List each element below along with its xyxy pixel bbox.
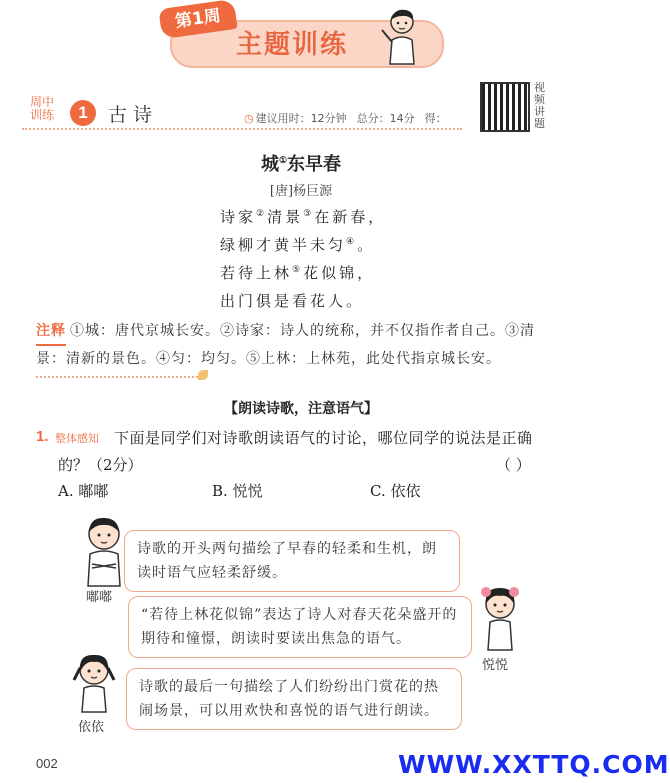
qr-label: 视频讲题 <box>534 81 545 130</box>
boy-illustration <box>378 6 424 66</box>
header-divider <box>22 128 462 130</box>
dudu-name: 嘟嘟 <box>86 590 113 605</box>
option-a[interactable]: A. 嘟嘟 <box>58 482 109 500</box>
lesson-number: 1 <box>70 100 96 126</box>
question-text-line2: 的？（2分） <box>58 456 143 474</box>
poem-line: 若待上林⑤花似锦， <box>220 264 376 282</box>
clock-icon: ◷ <box>244 112 254 125</box>
option-c[interactable]: C. 依依 <box>370 482 421 500</box>
notes <box>36 318 556 372</box>
lesson-tag-line2: 训练 <box>30 108 55 122</box>
poem-title <box>0 150 602 176</box>
yueyue-name: 悦悦 <box>482 658 509 673</box>
score-label: 得： <box>424 112 447 125</box>
notes-text: ①城：唐代京城长安。②诗家：诗人的统称，并不仅指作者自己。③清景：清新的景色。④匀：均匀。⑤上林：上林苑，此处代指京城长安。 <box>36 323 535 367</box>
lesson-tag-line1: 周中 <box>30 95 55 109</box>
leaf-icon <box>198 370 208 380</box>
section-title: 【朗读诗歌，注意语气】 <box>224 401 378 417</box>
qr-code-icon[interactable] <box>480 82 530 132</box>
poem-title-sup: ① <box>278 156 288 166</box>
yiyi-bubble: 诗歌的最后一句描绘了人们纷纷出门赏花的热闹场景，可以用欢快和喜悦的语气进行朗读。 <box>126 668 462 730</box>
lesson-tag <box>30 96 54 122</box>
answer-blank[interactable]: （ ） <box>496 456 531 474</box>
dudu-bubble: 诗歌的开头两句描绘了早春的轻柔和生机，朗读时语气应轻柔舒缓。 <box>124 530 460 592</box>
suggested-time: 建议用时：12分钟 <box>255 112 347 125</box>
watermark: WWW.XXTTQ.COM <box>398 750 670 779</box>
poem-title-part2: 东早春 <box>287 154 342 175</box>
poem-author: [唐]杨巨源 <box>269 184 333 199</box>
total-score: 总分：14分 <box>356 112 415 125</box>
question-tag: 整体感知 <box>55 432 99 445</box>
question-text-line1: 下面是同学们对诗歌朗读语气的讨论，哪位同学的说法是正确 <box>114 429 533 447</box>
yiyi-name: 依依 <box>78 720 105 735</box>
question-number: 1. <box>36 428 49 445</box>
poem-line: 诗家②清景③在新春， <box>220 208 387 226</box>
lesson-info <box>244 110 514 126</box>
option-b[interactable]: B. 悦悦 <box>212 482 263 500</box>
banner-title: 主题训练 <box>236 30 349 60</box>
week-tag: 第1周 <box>158 0 237 39</box>
page-number: 002 <box>36 756 58 771</box>
yueyue-bubble: “若待上林花似锦”表达了诗人对春天花朵盛开的期待和憧憬，朗读时要读出焦急的语气。 <box>128 596 472 658</box>
poem-line: 绿柳才黄半未匀④。 <box>220 236 376 254</box>
yueyue-illustration <box>472 580 528 654</box>
yiyi-illustration <box>66 650 122 724</box>
notes-divider <box>36 376 206 378</box>
poem-title-part1: 城 <box>260 154 279 175</box>
lesson-name: 古诗 <box>108 104 159 126</box>
poem-line: 出门俱是看花人。 <box>220 292 365 310</box>
notes-label: 注释 <box>36 318 66 346</box>
